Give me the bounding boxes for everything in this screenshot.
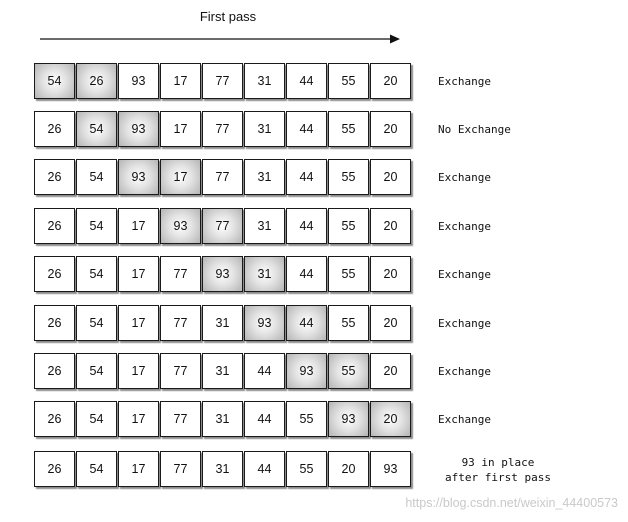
array-cell: 93 [118,63,159,99]
step-label: Exchange [438,317,491,330]
array-cell: 31 [202,353,243,389]
array-cell: 20 [370,305,411,341]
compared-cell: 54 [76,111,117,147]
array-cell: 55 [328,256,369,292]
array-cell: 44 [286,111,327,147]
compared-cell: 55 [328,353,369,389]
array-cell: 17 [118,256,159,292]
array-row [34,111,412,147]
array-cell: 17 [118,208,159,244]
compared-cell: 93 [160,208,201,244]
step-label: No Exchange [438,123,511,136]
array-cell: 55 [328,159,369,195]
array-cell: 77 [202,63,243,99]
array-cell: 54 [76,401,117,437]
array-cell: 93 [370,451,411,487]
compared-cell: 20 [370,401,411,437]
array-cell: 20 [370,111,411,147]
array-cell: 31 [244,208,285,244]
array-cell: 44 [286,159,327,195]
array-cell: 55 [328,63,369,99]
step-label: Exchange [438,220,491,233]
compared-cell: 93 [202,256,243,292]
array-cell: 17 [160,111,201,147]
compared-cell: 93 [118,111,159,147]
array-cell: 31 [244,159,285,195]
array-cell: 44 [286,256,327,292]
array-cell: 44 [244,451,285,487]
array-cell: 77 [202,159,243,195]
array-cell: 54 [76,256,117,292]
diagram-title: First pass [199,9,257,24]
compared-cell: 93 [244,305,285,341]
array-cell: 77 [160,256,201,292]
array-cell: 44 [286,208,327,244]
array-row [34,401,412,437]
array-cell: 26 [34,353,75,389]
array-cell: 20 [328,451,369,487]
array-cell: 17 [118,353,159,389]
array-cell: 44 [286,63,327,99]
array-row [34,256,412,292]
array-cell: 77 [160,353,201,389]
array-cell: 54 [76,353,117,389]
array-cell: 55 [286,401,327,437]
array-cell: 54 [76,451,117,487]
array-cell: 55 [328,111,369,147]
array-cell: 26 [34,111,75,147]
array-cell: 55 [328,305,369,341]
array-cell: 17 [160,63,201,99]
array-row [34,159,412,195]
array-cell: 17 [118,401,159,437]
pass-direction-arrow [40,32,402,46]
array-cell: 20 [370,208,411,244]
step-label: Exchange [438,268,491,281]
compared-cell: 17 [160,159,201,195]
step-label: 93 in place after first pass [445,456,551,484]
compared-cell: 26 [76,63,117,99]
array-cell: 31 [202,305,243,341]
array-cell: 26 [34,159,75,195]
compared-cell: 54 [34,63,75,99]
step-label: Exchange [438,75,491,88]
array-cell: 55 [286,451,327,487]
array-cell: 77 [160,401,201,437]
array-cell: 26 [34,208,75,244]
array-cell: 31 [244,111,285,147]
array-cell: 26 [34,401,75,437]
array-cell: 44 [244,353,285,389]
compared-cell: 93 [328,401,369,437]
array-cell: 20 [370,63,411,99]
compared-cell: 77 [202,208,243,244]
array-cell: 54 [76,208,117,244]
array-cell: 54 [76,159,117,195]
array-cell: 77 [160,305,201,341]
array-cell: 31 [202,451,243,487]
array-row [34,353,412,389]
compared-cell: 93 [286,353,327,389]
array-cell: 20 [370,256,411,292]
step-label: Exchange [438,171,491,184]
array-cell: 54 [76,305,117,341]
array-row [34,63,412,99]
compared-cell: 44 [286,305,327,341]
array-cell: 44 [244,401,285,437]
array-row [34,451,412,487]
array-cell: 31 [244,63,285,99]
watermark: https://blog.csdn.net/weixin_44400573 [405,496,618,510]
array-cell: 17 [118,451,159,487]
array-cell: 20 [370,159,411,195]
array-cell: 55 [328,208,369,244]
array-cell: 77 [202,111,243,147]
array-row [34,208,412,244]
array-cell: 26 [34,256,75,292]
array-cell: 77 [160,451,201,487]
compared-cell: 31 [244,256,285,292]
compared-cell: 93 [118,159,159,195]
array-row [34,305,412,341]
array-cell: 31 [202,401,243,437]
array-cell: 20 [370,353,411,389]
step-label: Exchange [438,413,491,426]
array-cell: 17 [118,305,159,341]
array-cell: 26 [34,451,75,487]
step-label: Exchange [438,365,491,378]
array-cell: 26 [34,305,75,341]
